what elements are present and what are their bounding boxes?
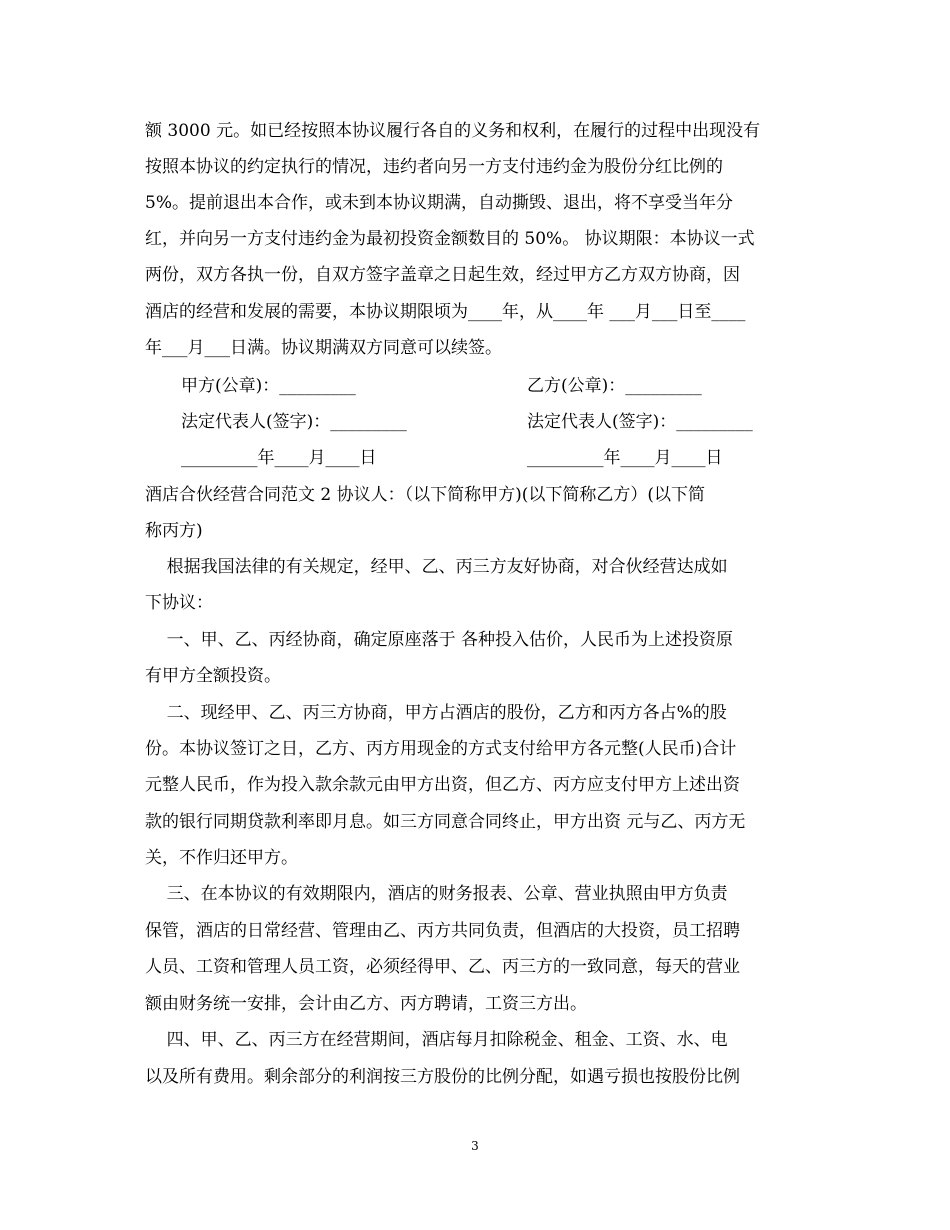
body-line: 5%。提前退出本合作，或未到本协议期满，自动撕毁、退出，将不享受当年分 <box>145 193 733 213</box>
body-line: 有甲方全额投资。 <box>145 666 281 686</box>
body-line: 红，并向另一方支付违约金为最初投资金额数目的 50%。 协议期限：本协议一式 <box>145 229 755 249</box>
body-line: 人员、工资和管理人员工资，必须经得甲、乙、丙三方的一致同意，每天的营业 <box>145 957 740 977</box>
body-line: 四、甲、乙、丙三方在经营期间，酒店每月扣除税金、租金、工资、水、电 <box>145 1030 728 1050</box>
body-line: 元整人民币，作为投入款余款元由甲方出资，但乙方、丙方应支付甲方上述出资 <box>145 775 740 795</box>
body-line: 年___月___日满。协议期满双方同意可以续签。 <box>145 338 502 358</box>
party-a-representative: 法定代表人(签字)：_________ <box>181 412 407 432</box>
party-a-seal: 甲方(公章)：_________ <box>181 376 356 396</box>
body-line: 款的银行同期贷款利率即月息。如三方同意合同终止，甲方出资 元与乙、丙方无 <box>145 812 746 832</box>
body-line: 额 3000 元。如已经按照本协议履行各自的义务和权利，在履行的过程中出现没有 <box>145 121 761 141</box>
section-heading-line: 酒店合伙经营合同范文 2 协议人：（以下简称甲方)(以下简称乙方）(以下简 <box>145 485 706 505</box>
body-line: 两份，双方各执一份，自双方签字盖章之日起生效，经过甲方乙方双方协商，因 <box>145 265 740 285</box>
body-line: 下协议： <box>145 593 213 613</box>
party-b-seal: 乙方(公章)：_________ <box>527 376 702 396</box>
body-line: 根据我国法律的有关规定，经甲、乙、丙三方友好协商，对合伙经营达成如 <box>145 557 728 577</box>
page-number: 3 <box>471 1139 479 1153</box>
body-line: 三、在本协议的有效期限内，酒店的财务报表、公章、营业执照由甲方负责 <box>145 884 728 904</box>
party-b-date: _________年____月____日 <box>527 448 723 468</box>
body-line: 按照本协议的约定执行的情况，违约者向另一方支付违约金为股份分红比例的 <box>145 157 723 177</box>
body-line: 称丙方) <box>145 521 203 541</box>
body-line: 一、甲、乙、丙经协商，确定原座落于 各种投入估价，人民币为上述投资原 <box>145 630 734 650</box>
body-line: 以及所有费用。剩余部分的利润按三方股份的比例分配，如遇亏损也按股份比例 <box>145 1067 740 1087</box>
party-a-date: _________年____月____日 <box>181 448 377 468</box>
party-b-representative: 法定代表人(签字)：_________ <box>527 412 753 432</box>
body-line: 份。本协议签订之日，乙方、丙方用现金的方式支付给甲方各元整(人民币)合计 <box>145 739 737 759</box>
body-line: 酒店的经营和发展的需要，本协议期限顷为____年，从____年 ___月___日至____ <box>145 302 746 322</box>
body-line: 关，不作归还甲方。 <box>145 848 298 868</box>
body-line: 保管，酒店的日常经营、管理由乙、丙方共同负责，但酒店的大投资，员工招聘 <box>145 921 740 941</box>
body-line: 二、现经甲、乙、丙三方协商，甲方占酒店的股份，乙方和丙方各占%的股 <box>145 703 727 723</box>
body-line: 额由财务统一安排，会计由乙方、丙方聘请，工资三方出。 <box>145 994 587 1014</box>
